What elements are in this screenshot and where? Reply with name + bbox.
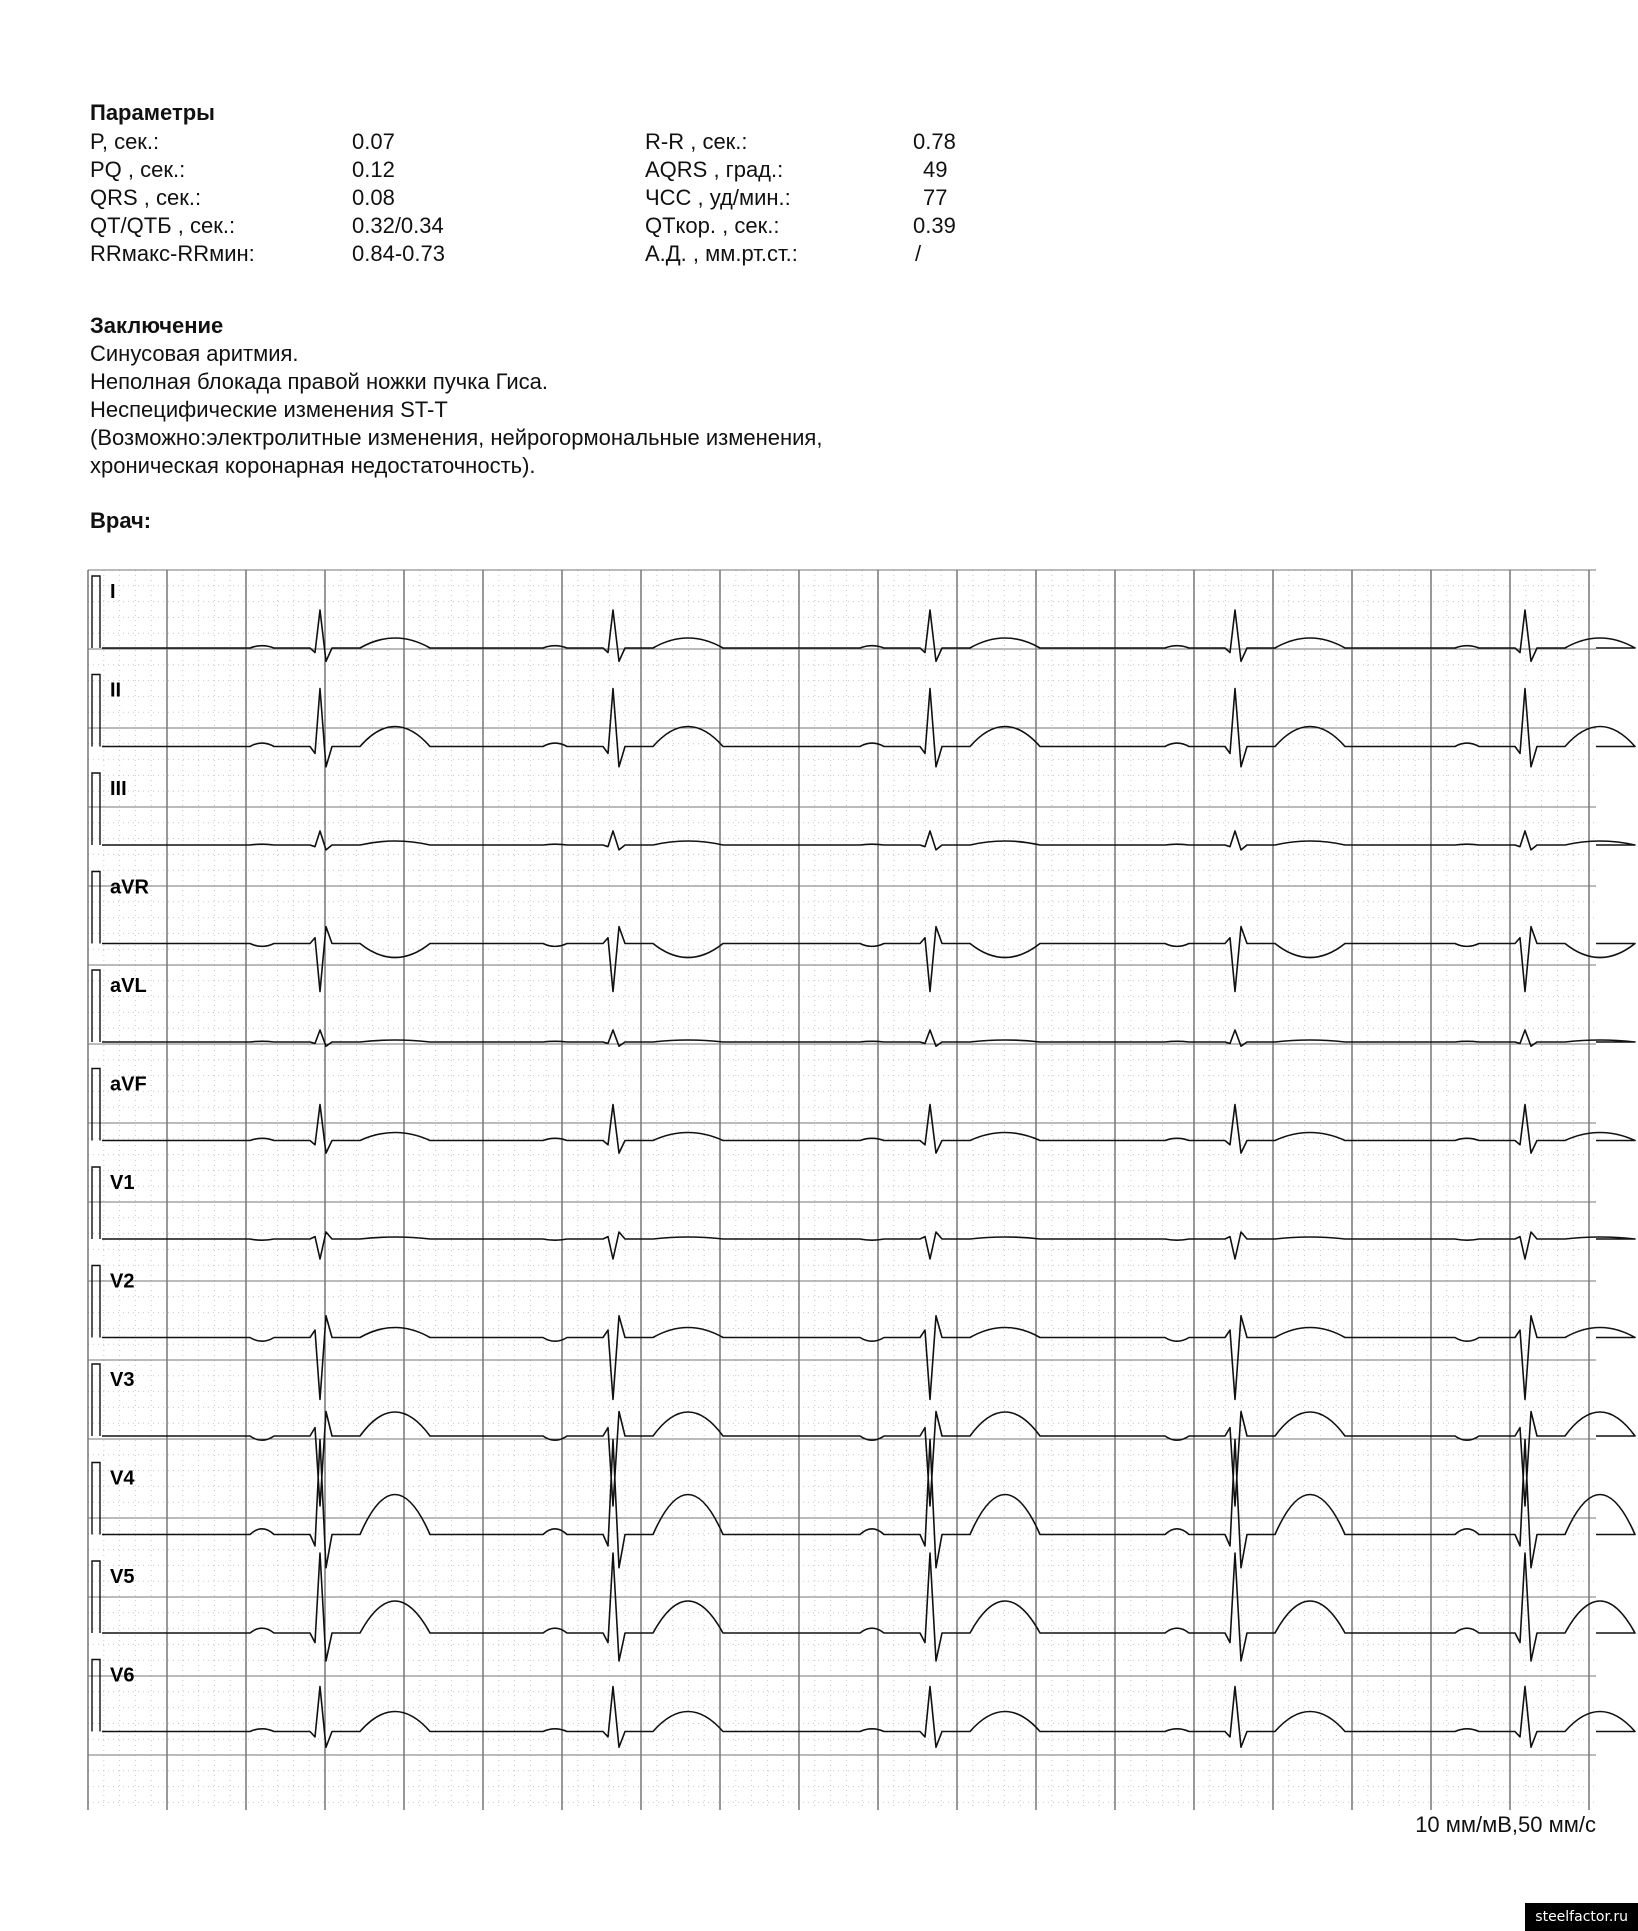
param-label: ЧСС , уд/мин.: (645, 185, 791, 210)
lead-label: V5 (110, 1566, 135, 1588)
parameters-title: Параметры (90, 100, 215, 125)
param-label: RRмакс-RRмин: (90, 241, 255, 266)
param-value: 0.78 (913, 129, 956, 154)
lead-label: II (110, 679, 122, 702)
ecg-strip (0, 560, 1638, 1820)
lead-label: V1 (110, 1172, 135, 1194)
calibration-pulse (92, 1364, 100, 1436)
param-value: 49 (923, 157, 948, 182)
param-value: / (915, 241, 922, 266)
param-row-rr-range (90, 240, 510, 268)
lead-label: aVL (110, 975, 147, 997)
param-value: 0.39 (913, 213, 956, 238)
ecg-trace (102, 1440, 1635, 1568)
param-row-rr (645, 128, 985, 156)
calibration-pulse (92, 1167, 100, 1239)
param-label: R-R , сек.: (645, 129, 748, 154)
param-label: PQ , сек.: (90, 157, 186, 182)
param-row-pq (90, 156, 510, 184)
lead-label: aVF (110, 1073, 147, 1096)
lead-label: I (110, 581, 116, 603)
param-value: 0.32/0.34 (352, 213, 444, 238)
calibration-pulse (92, 872, 100, 944)
param-label: P, сек.: (90, 129, 160, 154)
ecg-trace (102, 1105, 1635, 1154)
param-value: 0.12 (352, 157, 395, 182)
param-value: 0.07 (352, 129, 395, 154)
param-label: QT/QTБ , сек.: (90, 213, 236, 238)
conclusion-line: Синусовая аритмия. (90, 341, 299, 366)
lead-label: V2 (110, 1270, 135, 1293)
ecg-trace (102, 831, 1635, 850)
lead-label: V3 (110, 1369, 135, 1391)
param-label: AQRS , град.: (645, 157, 784, 182)
conclusion-title: Заключение (90, 313, 224, 338)
ecg-trace (102, 1232, 1635, 1259)
lead-label: V6 (110, 1664, 135, 1687)
calibration-pulse (92, 773, 100, 845)
watermark: steelfactor.ru (1525, 1903, 1638, 1931)
ecg-trace (102, 1412, 1635, 1507)
ecg-chart (0, 560, 1638, 1820)
param-row-qrs (90, 184, 510, 212)
calibration-pulse (92, 1266, 100, 1338)
param-label: QTкор. , сек.: (645, 213, 780, 238)
lead-label: aVR (110, 876, 149, 899)
ecg-trace (102, 1687, 1635, 1748)
param-row-bp (645, 240, 985, 268)
lead-label: V4 (110, 1467, 135, 1490)
calibration-pulse (92, 576, 100, 648)
ecg-trace (102, 927, 1635, 992)
conclusion-section (90, 312, 1090, 480)
param-row-p (90, 128, 510, 156)
param-row-qtc (645, 212, 985, 240)
conclusion-line: Неполная блокада правой ножки пучка Гиса. (90, 369, 548, 394)
param-row-aqrs (645, 156, 985, 184)
lead-label: III (110, 778, 127, 800)
param-value: 77 (923, 185, 948, 210)
param-row-hr (645, 184, 985, 212)
calibration-pulse (92, 675, 100, 747)
doctor-label: Врач: (90, 508, 152, 533)
ecg-grid-major (88, 570, 1596, 1810)
param-label: А.Д. , мм.рт.ст.: (645, 241, 798, 266)
conclusion-line: хроническая коронарная недостаточность). (90, 453, 536, 478)
param-value: 0.84-0.73 (352, 241, 445, 266)
conclusion-line: (Возможно:электролитные изменения, нейрогормональные изменения, (90, 425, 823, 450)
calibration-pulse (92, 1660, 100, 1732)
conclusion-line: Неспецифические изменения ST-T (90, 397, 448, 422)
param-label: QRS , сек.: (90, 185, 202, 210)
param-row-qt (90, 212, 510, 240)
calibration-pulse (92, 1463, 100, 1535)
parameters-section (90, 100, 990, 300)
scale-label: 10 мм/мВ,50 мм/с (1415, 1812, 1596, 1837)
calibration-pulse (92, 1069, 100, 1141)
ecg-grid-minor (88, 570, 1596, 1810)
param-value: 0.08 (352, 185, 395, 210)
